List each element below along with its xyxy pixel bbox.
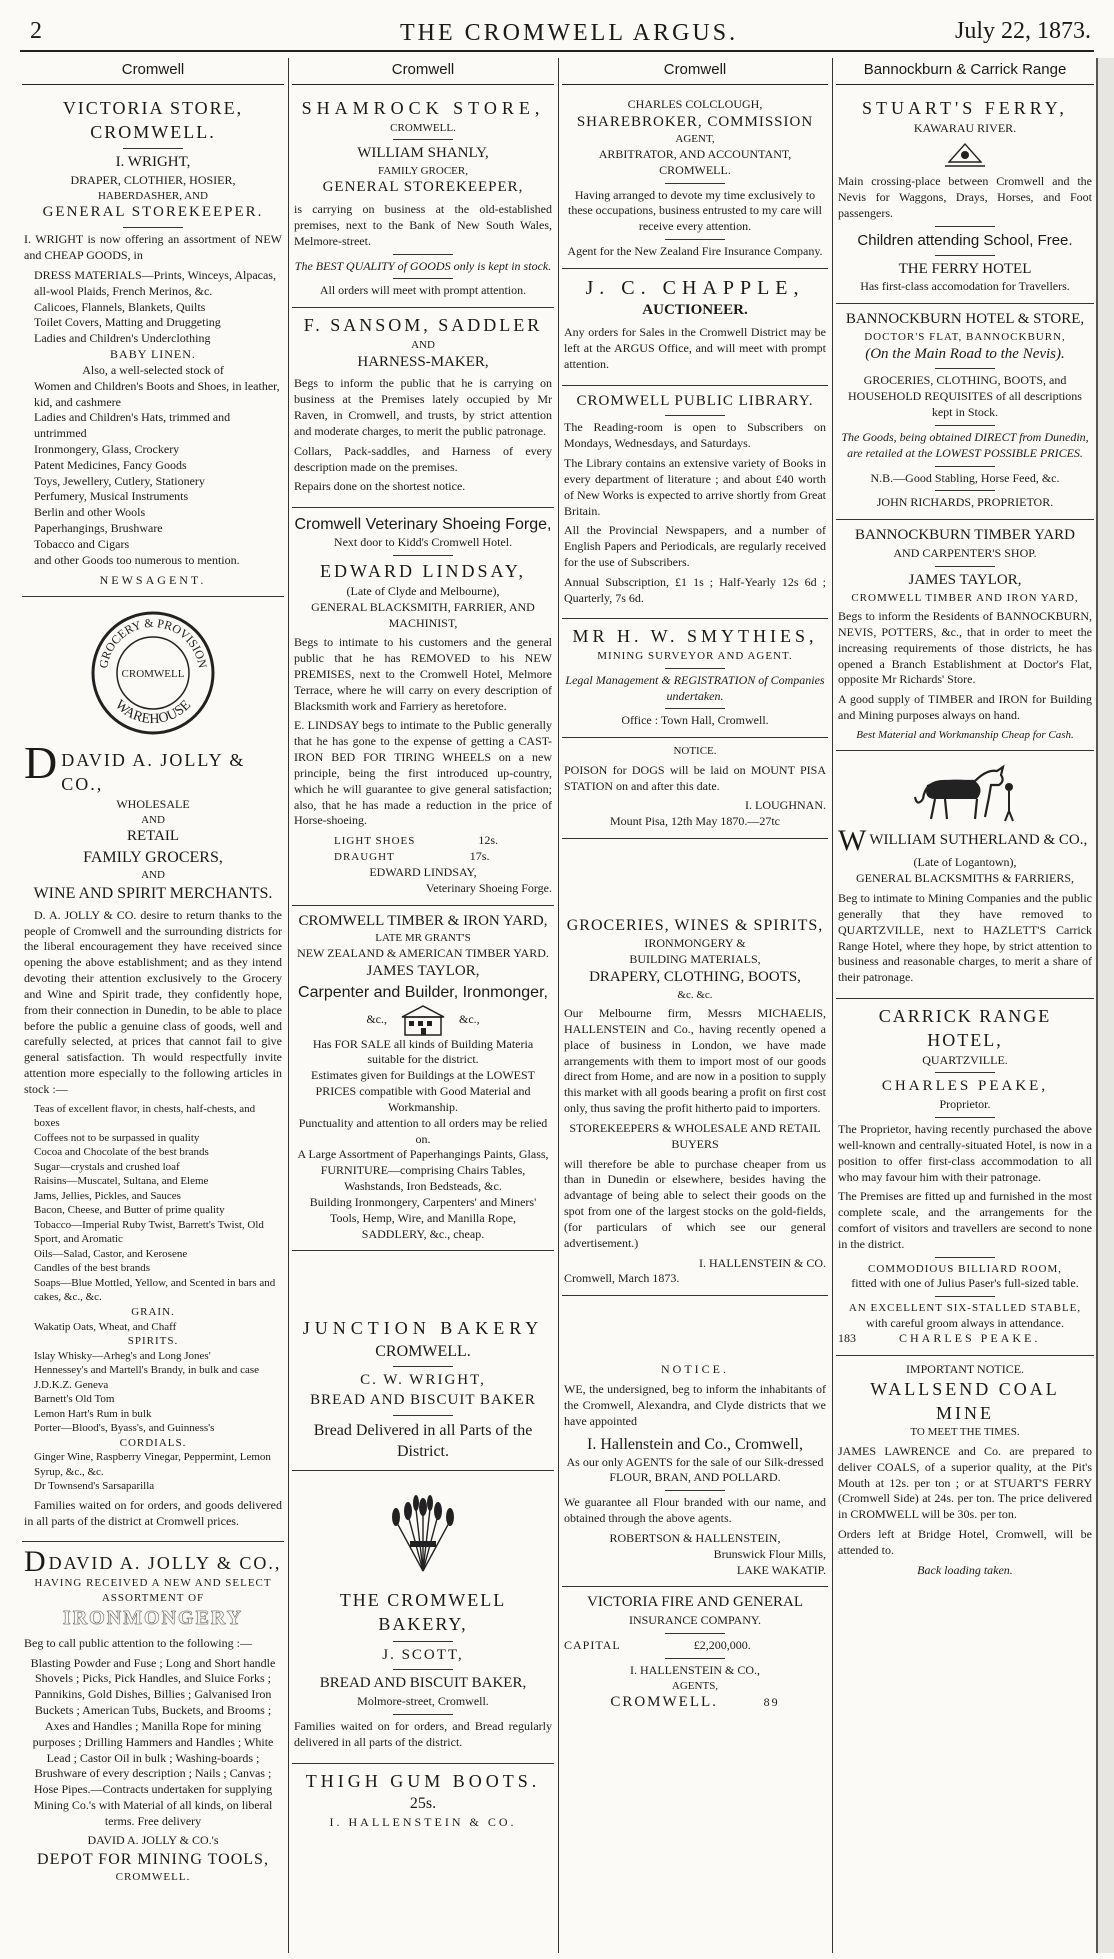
ad-date: Mount Pisa, 12th May 1870.—27tc xyxy=(610,814,780,829)
ad-subtitle: NEW ZEALAND & AMERICAN TIMBER YARD. xyxy=(297,945,549,960)
list-item: DRESS MATERIALS—Prints, Winceys, Alpacas, all-wool Plaids, French Merinos, &c. xyxy=(34,267,276,298)
ad-footer: DAVID A. JOLLY & CO.'s xyxy=(87,1832,219,1847)
ad-subtitle: CROMWELL. xyxy=(375,1343,471,1361)
ad-owner: J. SCOTT, xyxy=(382,1646,464,1663)
list-item: Jams, Jellies, Pickles, and Sauces xyxy=(34,1189,181,1202)
drop-cap: W xyxy=(838,824,867,858)
ad-motto: Back loading taken. xyxy=(917,1562,1013,1577)
divider xyxy=(393,1415,453,1416)
ad-body: Punctuality and attention to all orders may be relied on. xyxy=(298,1115,548,1146)
ad-body: As our only AGENTS for the sale of our Silk-dressed xyxy=(566,1454,824,1469)
cromwell-bakery-ad xyxy=(292,1471,554,1764)
hallenstein-groceries-ad xyxy=(562,909,828,1296)
ad-body: POISON for DOGS will be laid on MOUNT PISA STATION on and after this date. xyxy=(564,762,826,793)
ad-place: CROMWELL. xyxy=(610,1694,718,1711)
column-3 xyxy=(562,58,828,1953)
list-item: Berlin and other Wools xyxy=(34,505,146,520)
ad-subtitle: CROMWELL. xyxy=(390,121,456,134)
list-item: Calicoes, Flannels, Blankets, Quilts xyxy=(34,299,206,314)
column-header: Cromwell xyxy=(562,58,828,85)
ad-signature: ROBERTSON & HALLENSTEIN, xyxy=(609,1530,781,1545)
ad-body: E. LINDSAY begs to intimate to the Public generally that he has gone to the expense of getting a CAST-IRON BED FOR TIRING WHEELS on a new principle, being the first introduced up-country, which he will guarantee to give general satisfaction; also, that he has made a reduction in the price of Horse-shoeing. xyxy=(294,718,552,828)
ad-subtitle: WINE AND SPIRIT MERCHANTS. xyxy=(33,884,273,902)
ad-subtitle: FLOUR, BRAN, AND POLLARD. xyxy=(609,1470,781,1485)
list-item: Coffees not to be surpassed in quality xyxy=(34,1131,200,1144)
capital-row xyxy=(564,1638,826,1654)
ad-subtitle: FAMILY GROCER, xyxy=(378,164,468,177)
divider xyxy=(665,1633,725,1634)
list-item: Ironmongery, Glass, Crockery xyxy=(34,442,180,456)
ad-footer xyxy=(564,1693,826,1713)
ad-title: VICTORIA STORE, CROMWELL. xyxy=(62,97,244,142)
ad-body: will therefore be able to purchase cheaper from us than in Dunedin or elsewhere, besides having the advantage of being able to select their goods on the spot from one of the largest stocks on the gold-fields, (for particulars of which see our general advertisement.) xyxy=(564,1156,826,1250)
column-1 xyxy=(22,58,284,1953)
ad-text: &c., xyxy=(459,1011,480,1026)
spacer xyxy=(562,1296,828,1356)
ad-body: WE, the undersigned, beg to inform the inhabitants of the Cromwell, Alexandra, and Clyde districts that we have appointed xyxy=(564,1382,826,1428)
ironmongery-heading: IRONMONGERY xyxy=(62,1607,244,1630)
list-item: Tobacco and Cigars xyxy=(34,536,130,551)
ad-body: Families waited on for orders, and Bread regularly delivered in all parts of the district. xyxy=(294,1719,552,1749)
list-item: and other Goods too numerous to mention. xyxy=(34,552,240,567)
ad-owner: CHARLES COLCLOUGH, xyxy=(627,96,763,111)
list-item: Cocoa and Chocolate of the best brands xyxy=(34,1146,209,1159)
masthead-rule xyxy=(20,50,1094,52)
list-item: Toys, Jewellery, Cutlery, Stationery xyxy=(34,473,205,488)
column-divider xyxy=(288,58,289,1953)
ad-signature: I. LOUGHNAN. xyxy=(745,798,826,813)
ad-title: EDWARD LINDSAY, xyxy=(319,561,526,582)
ad-body: Our Melbourne firm, Messrs MICHAELIS, HALLENSTEIN and Co., having recently opened a place of business in London, we have made arrangements with them to import most of our goods direct from Home, and are now in a position to supply this market with all goods bearing a profit on first cost only, thus saving the profit hitherto paid to importers. xyxy=(564,1006,826,1116)
ad-body: Estimates given for Buildings at the LOWEST PRICES compatible with Good Material and Workmanship. xyxy=(311,1068,535,1114)
list-item: Ladies and Children's Underclothing xyxy=(34,331,211,346)
bannockburn-hotel-ad xyxy=(836,304,1094,520)
list-item: Islay Whisky—Arheg's and Long Jones' xyxy=(34,1349,211,1362)
ad-subtitle: BREAD AND BISCUIT BAKER xyxy=(310,1392,536,1409)
ad-body: Blasting Powder and Fuse ; Long and Short handle Shovels ; Picks, Pick Handles, and Sluice Forks ; Pannikins, Gold Dishes, Billies ; Galvanised Iron Buckets ; American Tubs, Buckets, and Brooms ; Axes and Handles ; Manilla Rope for mining purposes ; Drilling Hammers and Handles ; White Lead ; Castor Oil in bulk ; Washing-boards ; Brushware of every description ; Nails ; Canvas ; Hose Pipes.—Contracts undertaken for supplying Mining Co.'s with Material of all kinds, on liberal terms. Free delivery xyxy=(30,1655,276,1828)
ad-trade: DRAPER, CLOTHIER, HOSIER, xyxy=(70,173,236,188)
ad-body: fitted with one of Julius Paser's full-sized table. xyxy=(851,1276,1079,1291)
poison-notice-ad xyxy=(562,738,828,839)
ad-subtitle: BREAD AND BISCUIT BAKER, xyxy=(319,1675,527,1692)
issue-date: July 22, 1873. xyxy=(955,18,1092,44)
ad-body: JAMES LAWRENCE and Co. are prepared to deliver COALS, of a superior quality, at the Pit's Mouth at 12s. per ton ; or at STUART'S FERRY (Cromwell Side) at 24s. per ton. The price delivered in CROMWELL will be 30s. per ton. xyxy=(838,1444,1092,1522)
ad-title: WILLIAM SUTHERLAND & CO., xyxy=(869,832,1088,849)
divider xyxy=(393,555,453,556)
ad-body: Bread Delivered in all Parts of the District. xyxy=(313,1421,533,1460)
ad-title: VICTORIA FIRE AND GENERAL xyxy=(587,1594,803,1611)
ad-signature: EDWARD LINDSAY, xyxy=(369,864,477,879)
divider xyxy=(665,415,725,416)
ad-text: &c., xyxy=(366,1011,387,1026)
ad-body: GROCERIES, CLOTHING, BOOTS, and HOUSEHOLD REQUISITES of all descriptions kept in Stock. xyxy=(848,373,1082,420)
spacer xyxy=(292,1251,554,1311)
wallsend-coal-ad xyxy=(836,1356,1094,1586)
list-item: Candles of the best brands xyxy=(34,1262,151,1275)
ad-body: Agent for the New Zealand Fire Insurance Company. xyxy=(567,244,823,259)
sansom-saddler-ad xyxy=(292,308,554,508)
divider xyxy=(393,139,453,140)
ad-subtitle: Proprietor. xyxy=(939,1097,991,1112)
adjacent-page-edge xyxy=(1096,58,1114,1953)
horse-illustration xyxy=(905,759,1025,825)
column-header: Cromwell xyxy=(292,58,554,85)
ad-signature: I. HALLENSTEIN & CO. xyxy=(699,1255,826,1270)
ad-subtitle: AND xyxy=(411,339,435,352)
house-illustration-row xyxy=(294,1003,552,1037)
column-header: Cromwell xyxy=(22,58,284,85)
grocery-warehouse-stamp xyxy=(89,609,217,737)
masthead xyxy=(0,0,1114,52)
ad-owner: JAMES TAYLOR, xyxy=(908,571,1022,588)
ad-body: N.B.—Good Stabling, Horse Feed, &c. xyxy=(870,470,1060,485)
divider xyxy=(393,1366,453,1367)
ad-body: A good supply of TIMBER and IRON for Building and Mining purposes always on hand. xyxy=(838,692,1092,723)
smythies-ad xyxy=(562,619,828,738)
ad-title: WALLSEND COAL MINE xyxy=(870,1378,1060,1423)
shamrock-store-ad xyxy=(292,91,554,309)
ad-title: NOTICE. xyxy=(661,1362,729,1377)
divider xyxy=(935,466,995,467)
ad-body: Has FOR SALE all kinds of Building Materia suitable for the district. xyxy=(312,1036,534,1067)
chapple-ad xyxy=(562,269,828,386)
ad-signature: Brunswick Flour Mills, xyxy=(713,1546,826,1561)
ad-title: CROMWELL PUBLIC LIBRARY. xyxy=(576,392,814,409)
ad-footer: DEPOT FOR MINING TOOLS, xyxy=(37,1850,269,1868)
ad-subtitle: DRAPERY, CLOTHING, BOOTS, xyxy=(589,968,801,985)
ad-body: is carrying on business at the old-established premises, next to the Bank of New South Wales, Melmore-street. xyxy=(294,202,552,248)
ad-title: J. C. CHAPPLE, xyxy=(585,276,805,299)
ad-owner: I. WRIGHT, xyxy=(115,154,191,171)
ad-body: SADDLERY, &c., cheap. xyxy=(361,1226,485,1241)
capital-label: CAPITAL xyxy=(564,1638,621,1653)
jolly-ironmongery-ad xyxy=(22,1542,284,1892)
ad-title: SHAREBROKER, COMMISSION xyxy=(576,113,814,130)
ad-title: Cromwell Veterinary Shoeing Forge, xyxy=(294,516,552,534)
ad-body: Collars, Pack-saddles, and Harness of every description made on the premises. xyxy=(294,443,552,474)
list-item: Bacon, Cheese, and Butter of prime quality xyxy=(34,1204,225,1217)
ad-subtitle: BUILDING MATERIALS, xyxy=(629,952,761,966)
ad-signature: LAKE WAKATIP. xyxy=(736,1562,826,1577)
ad-body: Beg to intimate to Mining Companies and the public generally that they have removed to QUARTZVILLE, next to HAZLETT'S Carrick Range Hotel, where they hope, by strict attention to business and reasonable charges, to merit a share of their patronage. xyxy=(838,891,1092,985)
flour-notice-ad xyxy=(562,1356,828,1587)
ad-seller: I. HALLENSTEIN & CO. xyxy=(329,1814,517,1829)
ad-subtitle: GENERAL BLACKSMITHS & FARRIERS, xyxy=(855,871,1075,886)
crest-illustration xyxy=(943,140,987,170)
ad-subtitle: IRONMONGERY & xyxy=(644,936,746,951)
list-item: Porter—Blood's, Byass's, and Guinness's xyxy=(34,1422,215,1435)
ad-subtitle: WHOLESALE xyxy=(116,796,190,811)
ad-subtitle: AGENT, xyxy=(675,133,715,146)
ad-owner: I. Hallenstein and Co., Cromwell, xyxy=(587,1435,803,1453)
ad-subtitle: AND xyxy=(141,869,165,882)
page-number: 2 xyxy=(30,18,42,44)
list-item: Lemon Hart's Rum in bulk xyxy=(34,1407,152,1420)
ad-body: D. A. JOLLY & CO. desire to return thanks to the people of Cromwell and the surrounding districts for the liberal encouragement they have received since opening the above establishment; and as they intend devoting their attention exclusively to the Grocery and Wine and Spirit trade, they confidently hope, from their connection in Dunedin, to be able to place before the public a genuine class of goods, well and carefully selected, at prices that cannot fail to give general satisfaction. Th would respectfully invite attention more especially to the following articles in stock :— xyxy=(24,907,282,1096)
ad-body: Any orders for Sales in the Cromwell District may be left at the ARGUS Office, and will meet with prompt attention. xyxy=(564,325,826,371)
price-row xyxy=(294,849,552,865)
divider xyxy=(393,278,453,279)
ad-subtitle: Molmore-street, Cromwell. xyxy=(357,1694,489,1709)
divider xyxy=(393,1714,453,1715)
divider xyxy=(665,239,725,240)
victoria-store-ad xyxy=(22,91,284,598)
ad-owner: C. W. WRIGHT, xyxy=(360,1372,486,1389)
sutherland-ad xyxy=(836,751,1094,999)
divider xyxy=(665,1490,725,1491)
ad-subtitle: COMMODIOUS BILLIARD ROOM, xyxy=(868,1262,1062,1275)
column-4 xyxy=(836,58,1094,1953)
divider xyxy=(935,1117,995,1118)
list-item: Ladies and Children's Hats, trimmed and untrimmed xyxy=(34,410,231,441)
column-divider xyxy=(832,58,833,1953)
list-heading: CORDIALS. xyxy=(119,1436,187,1449)
ad-signature: Veterinary Shoeing Forge. xyxy=(425,880,552,895)
ad-subtitle: &c. &c. xyxy=(677,988,713,1001)
ad-body: The Library contains an extensive variety of Books in every department of literature ; and about £40 worth of New Works is expected to arrive shortly from Great Britain. xyxy=(564,456,826,518)
list-item: Patent Medicines, Fancy Goods xyxy=(34,457,187,472)
column-divider xyxy=(558,58,559,1953)
stamp-bottom-text: WAREHOUSE xyxy=(111,698,195,728)
list-item: Perfumery, Musical Instruments xyxy=(34,489,189,504)
ad-signature: I. HALLENSTEIN & CO., xyxy=(630,1662,760,1677)
divider xyxy=(935,425,995,426)
price-label: DRAUGHT xyxy=(334,851,395,864)
list-item: Dr Townsend's Sarsaparilla xyxy=(34,1480,155,1493)
ad-body: I. WRIGHT is now offering an assortment of NEW and CHEAP GOODS, in xyxy=(24,232,282,263)
ad-subtitle: AND CARPENTER'S SHOP. xyxy=(893,545,1037,560)
drop-cap: D xyxy=(24,1545,46,1579)
ad-body: Orders left at Bridge Hotel, Cromwell, will be attended to. xyxy=(838,1527,1092,1557)
ad-subtitle: AND xyxy=(141,813,165,826)
ad-subtitle: HAVING RECEIVED A NEW AND SELECT ASSORTMENT OF xyxy=(34,1577,272,1604)
ad-subtitle: LATE MR GRANT'S xyxy=(375,932,471,945)
list-item: J.D.K.Z. Geneva xyxy=(34,1378,109,1391)
list-item: Toilet Covers, Matting and Druggeting xyxy=(34,315,221,330)
ad-subtitle: DOCTOR'S FLAT, BANNOCKBURN, xyxy=(864,331,1066,344)
ad-footer: CROMWELL. xyxy=(115,1870,191,1883)
price-label: LIGHT SHOES xyxy=(334,835,416,848)
list-item: Teas of excellent flavor, in chests, half-chests, and boxes xyxy=(34,1102,256,1130)
ad-owner: WILLIAM SHANLY, xyxy=(357,145,489,162)
ad-title: GROCERIES, WINES & SPIRITS, xyxy=(566,917,824,935)
divider xyxy=(665,1658,725,1659)
list-item: Barnett's Old Tom xyxy=(34,1393,115,1406)
ad-body: Main crossing-place between Cromwell and the Nevis for Waggons, Drays, Horses, and Foot passengers. xyxy=(838,174,1092,221)
ad-body: Begs to intimate to his customers and the general public that he has REMOVED to his NEW PREMISES, next to the Cromwell Hotel, Melmore Terrace, where he will carry on every description of Blacksmith work and Farriery as heretofore. xyxy=(294,635,552,713)
ad-title: CARRICK RANGE HOTEL, xyxy=(878,1006,1052,1050)
ad-subtitle: Carpenter and Builder, Ironmonger, xyxy=(298,983,548,1001)
list-item: Oils—Salad, Castor, and Kerosene xyxy=(34,1247,188,1260)
ad-subtitle: KAWARAU RIVER. xyxy=(913,120,1017,135)
newspaper-title: THE CROMWELL ARGUS. xyxy=(400,20,739,46)
carrick-footer xyxy=(838,1331,1092,1347)
bannockburn-timber-ad xyxy=(836,520,1094,751)
column-2 xyxy=(292,58,554,1953)
ad-title: JUNCTION BAKERY xyxy=(302,1318,544,1339)
ad-body: Also, a well-selected stock of xyxy=(82,362,224,377)
house-illustration xyxy=(398,1003,448,1037)
ad-title: DAVID A. JOLLY & CO., xyxy=(61,750,246,795)
ad-body: Building Ironmongery, Carpenters' and Miners' Tools, Hemp, Wire, and Manilla Rope, xyxy=(309,1194,537,1225)
ad-subtitle: Children attending School, Free. xyxy=(857,231,1073,249)
list-item: BABY LINEN. xyxy=(110,347,196,362)
ad-subtitle: AN EXCELLENT SIX-STALLED STABLE, xyxy=(848,1301,1082,1314)
ad-subtitle: MINING SURVEYOR AND AGENT. xyxy=(597,650,793,663)
ad-body: Office : Town Hall, Cromwell. xyxy=(621,713,769,728)
ad-title: SHAMROCK STORE, xyxy=(301,97,545,118)
ad-body: Having arranged to devote my time exclusively to these occupations, business entrusted to my care will receive every attention. xyxy=(568,187,822,234)
divider xyxy=(935,1072,995,1073)
ad-body: Begs to inform the Residents of BANNOCKBURN, NEVIS, POTTERS, &c., that in order to meet the increasing requirements of those districts, he has opened a Branch Establishment at Doctor's Flat, opposite Mr Richards' Store. xyxy=(838,609,1092,687)
ad-subtitle: STOREKEEPERS & WHOLESALE AND RETAIL BUYERS xyxy=(569,1120,821,1151)
ad-footer: NEWSAGENT. xyxy=(99,572,207,587)
ad-title: MR H. W. SMYTHIES, xyxy=(572,626,818,647)
ad-body: The BEST QUALITY of GOODS only is kept in stock. xyxy=(294,258,552,273)
ad-trade: GENERAL STOREKEEPER. xyxy=(42,204,264,221)
ad-title: BANNOCKBURN TIMBER YARD xyxy=(854,527,1076,544)
list-heading: GRAIN. xyxy=(131,1305,175,1318)
ad-owner: JAMES TAYLOR, xyxy=(366,962,480,979)
column-header: Bannockburn & Carrick Range xyxy=(836,58,1094,85)
ad-body: Legal Management & REGISTRATION of Companies undertaken. xyxy=(565,672,825,703)
divider xyxy=(935,566,995,567)
list-item: Hennessey's and Martell's Brandy, in bulk and case xyxy=(34,1364,260,1377)
ad-price: 25s. xyxy=(409,1795,437,1813)
ad-subtitle: (Late of Clyde and Melbourne), xyxy=(346,583,500,598)
divider xyxy=(393,254,453,255)
ad-signature: CHARLES PEAKE. xyxy=(899,1331,1041,1346)
divider xyxy=(935,368,995,369)
wheatsheaf-illustration xyxy=(378,1493,468,1573)
divider xyxy=(935,1296,995,1297)
list-item: Paperhangings, Brushware xyxy=(34,521,163,536)
ad-body: The Goods, being obtained DIRECT from Dunedin, are retailed at the LOWEST POSSIBLE PRICES. xyxy=(841,429,1089,460)
drop-cap: D xyxy=(24,737,58,789)
ad-body: Begs to inform the public that he is carrying on business at the Premises lately occupied by Mr Raven, in Cromwell, and trusts, by strict attention and moderate charges, to merit the public patronage. xyxy=(294,376,552,438)
ad-body: Repairs done on the shortest notice. xyxy=(294,479,466,494)
ad-subtitle: TO MEET THE TIMES. xyxy=(910,1426,1020,1439)
divider xyxy=(665,668,725,669)
ad-subtitle: THE FERRY HOTEL xyxy=(898,260,1032,277)
ad-body: Annual Subscription, £1 1s ; Half-Yearly 12s 6d ; Quarterly, 7s 6d. xyxy=(564,574,826,605)
ad-subtitle: GENERAL BLACKSMITH, FARRIER, AND MACHINIST, xyxy=(311,599,535,630)
ad-title: THE CROMWELL BAKERY, xyxy=(339,1590,507,1634)
spacer xyxy=(562,839,828,909)
ad-subtitle: (Late of Logantown), xyxy=(913,855,1017,870)
ad-trade: HABERDASHER, AND xyxy=(97,189,208,202)
ad-body: The Reading-room is open to Subscribers on Mondays, Wednesdays, and Saturdays. xyxy=(564,420,826,451)
ad-body: with careful groom always in attendance. xyxy=(866,1315,1064,1330)
ad-body: Beg to call public attention to the following :— xyxy=(24,1635,252,1650)
ad-signature: JOHN RICHARDS, PROPRIETOR. xyxy=(876,495,1054,510)
divider xyxy=(935,255,995,256)
ad-subtitle: INSURANCE COMPANY. xyxy=(628,1613,762,1628)
list-heading: SPIRITS. xyxy=(127,1335,179,1348)
stuarts-ferry-ad xyxy=(836,91,1094,304)
divider xyxy=(393,1669,453,1670)
ad-subtitle: CROMWELL. xyxy=(659,162,731,177)
capital-value: £2,200,000. xyxy=(693,1638,751,1653)
ad-subtitle: HARNESS-MAKER, xyxy=(357,353,489,370)
ad-title: THIGH GUM BOOTS. xyxy=(305,1770,541,1791)
public-library-ad xyxy=(562,386,828,620)
divider xyxy=(665,183,725,184)
timber-yard-ad xyxy=(292,906,554,1252)
divider xyxy=(123,148,183,149)
divider xyxy=(935,226,995,227)
victoria-insurance-ad xyxy=(562,1587,828,1721)
list-item: Women and Children's Boots and Shoes, in leather, kid, and cashmere xyxy=(34,378,280,409)
ad-body: The Premises are fitted up and furnished in the most complete scale, and the arrangements for the comfort of visitors and travellers are second to none in the district. xyxy=(838,1189,1092,1251)
list-item: Tobacco—Imperial Ruby Twist, Barrett's Twist, Old Sport, and Aromatic xyxy=(34,1218,264,1246)
ad-title: CROMWELL TIMBER & IRON YARD, xyxy=(298,912,548,929)
price-value: 17s. xyxy=(469,849,490,864)
list-item: Ginger Wine, Raspberry Vinegar, Peppermint, Lemon Syrup, &c., &c. xyxy=(34,1451,271,1478)
carrick-range-hotel-ad xyxy=(836,999,1094,1356)
ad-body: We guarantee all Flour branded with our name, and obtained through the above agents. xyxy=(564,1495,826,1526)
list-item: Raisins—Muscatel, Sultana, and Eleme xyxy=(34,1175,209,1188)
stamp-center-text: CROMWELL xyxy=(121,668,185,681)
ad-subtitle: RETAIL xyxy=(126,828,180,845)
ad-subtitle: FAMILY GROCERS, xyxy=(83,849,223,867)
ad-motto: Best Material and Workmanship Cheap for Cash. xyxy=(856,728,1074,741)
ad-subtitle: GENERAL STOREKEEPER, xyxy=(322,179,524,196)
list-item: Wakatip Oats, Wheat, and Chaff xyxy=(34,1320,177,1333)
ad-date: Cromwell, March 1873. xyxy=(564,1271,680,1286)
jolly-grocers-ad xyxy=(22,597,284,1542)
ad-body: All the Provincial Newspapers, and a number of English Papers and Periodicals, are regularly received for the use of Subscribers. xyxy=(564,523,826,569)
gum-boots-ad xyxy=(292,1764,554,1839)
ad-subtitle: (On the Main Road to the Nevis). xyxy=(865,345,1065,362)
ad-subtitle: QUARTZVILLE. xyxy=(922,1052,1008,1067)
ad-title: BANNOCKBURN HOTEL & STORE, xyxy=(845,311,1085,328)
ad-title: NOTICE. xyxy=(673,745,717,758)
ad-signature: AGENTS, xyxy=(671,1679,719,1692)
ad-body: Has first-class accomodation for Travellers. xyxy=(860,279,1070,294)
ad-notice: IMPORTANT NOTICE. xyxy=(905,1362,1025,1377)
stamp-top-text: GROCERY & PROVISION xyxy=(96,616,210,670)
divider xyxy=(935,1257,995,1258)
price-value: 12s. xyxy=(478,833,499,848)
list-item: Sugar—crystals and crushed loaf xyxy=(34,1160,180,1173)
ad-subtitle: ARBITRATOR, AND ACCOUNTANT, xyxy=(598,146,792,161)
ad-number: 89 xyxy=(763,1695,780,1710)
ad-body: A Large Assortment of Paperhangings Paints, Glass, FURNITURE—comprising Chairs Tables, Washstands, Iron Bedsteads, &c. xyxy=(297,1147,549,1194)
ad-title: F. SANSOM, SADDLER xyxy=(303,315,543,336)
divider xyxy=(935,490,995,491)
price-row xyxy=(294,833,552,849)
ad-body: The Proprietor, having recently purchased the above well-known and centrally-situated Hotel, is now in a position to offer first-class accommodation to all who may favour him with their patronage. xyxy=(838,1122,1092,1184)
ad-owner: CHARLES PEAKE, xyxy=(881,1078,1049,1095)
ad-footer: All orders will meet with prompt attention. xyxy=(319,283,527,298)
divider xyxy=(393,1641,453,1642)
colclough-ad xyxy=(562,91,828,269)
ad-footer: Families waited on for orders, and goods delivered in all parts of the district at Cromwell prices. xyxy=(24,1497,282,1528)
ad-number: 183 xyxy=(838,1331,856,1346)
junction-bakery-ad xyxy=(292,1311,554,1471)
ad-title: STUART'S FERRY, xyxy=(862,97,1068,118)
divider xyxy=(665,708,725,709)
ad-subtitle: AUCTIONEER. xyxy=(642,302,748,319)
ad-title: DAVID A. JOLLY & CO., xyxy=(48,1553,282,1574)
ad-subtitle: Next door to Kidd's Cromwell Hotel. xyxy=(333,535,513,550)
list-item: Soaps—Blue Mottled, Yellow, and Scented in bars and cakes, &c., &c. xyxy=(34,1276,276,1304)
divider xyxy=(123,227,183,228)
ad-subtitle: CROMWELL TIMBER AND IRON YARD, xyxy=(851,591,1079,604)
shoeing-forge-ad xyxy=(292,508,554,905)
